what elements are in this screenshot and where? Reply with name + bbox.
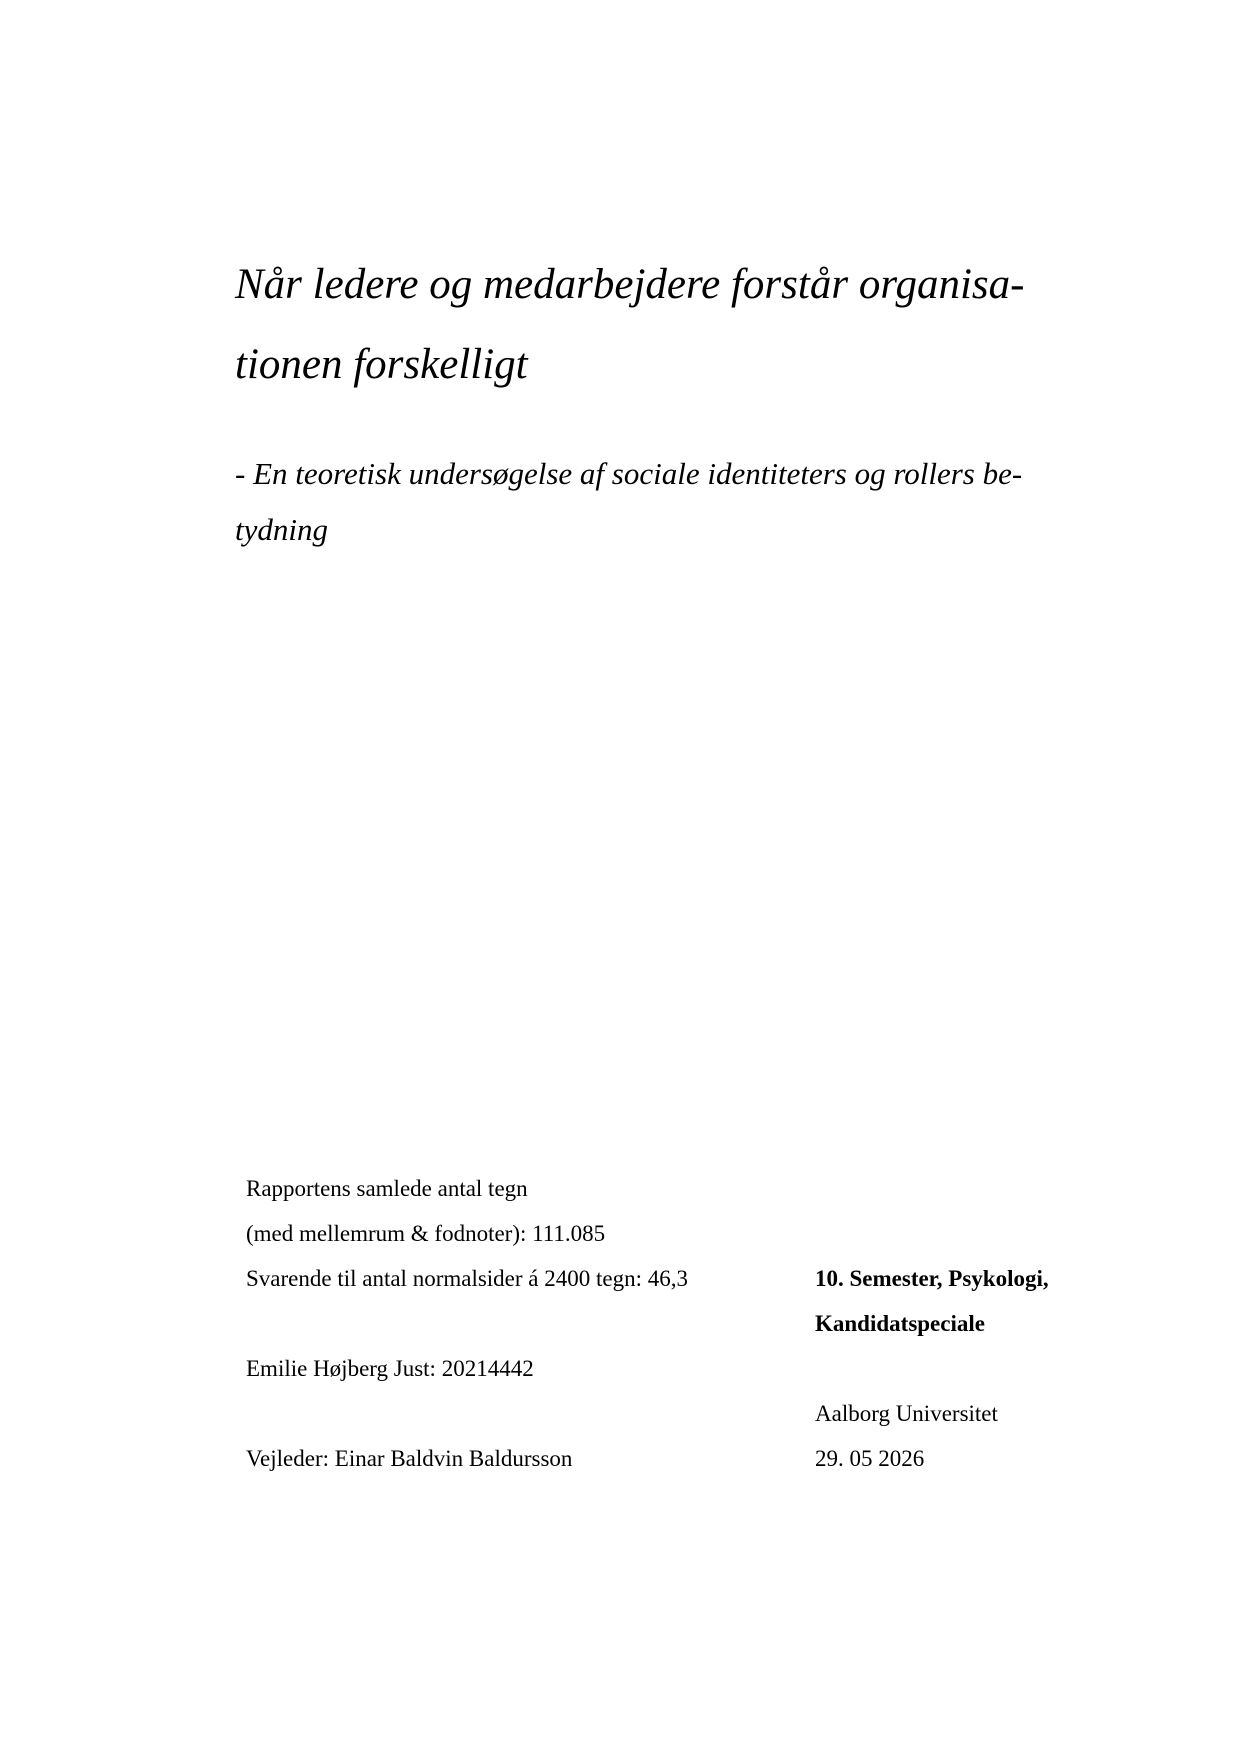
supervisor: Vejleder: Einar Baldvin Baldursson [246,1446,573,1471]
program-info [815,1256,1135,1481]
title-line-2: tionen forskelligt [235,341,528,388]
submission-date: 29. 05 2026 [815,1446,925,1471]
thesis-type: Kandidatspeciale [815,1311,985,1336]
char-count-detail: (med mellemrum & fodnoter): 111.085 [246,1221,606,1246]
spacer [246,1301,786,1346]
spacer [815,1346,1135,1391]
author: Emilie Højberg Just: 20214442 [246,1356,534,1381]
normal-pages: Svarende til antal normalsider á 2400 tegn: 46,3 [246,1266,688,1291]
subtitle-line-1: - En teoretisk undersøgelse af sociale identiteters og rollers be- [235,456,1023,491]
subtitle-line-2: tydning [235,512,328,547]
thesis-title [235,245,1095,405]
thesis-subtitle [235,446,1095,558]
char-count-label: Rapportens samlede antal tegn [246,1176,528,1201]
semester: 10. Semester, Psykologi, [815,1266,1049,1291]
report-info [246,1166,786,1481]
spacer [246,1391,786,1436]
title-line-1: Når ledere og medarbejdere forstår organisa- [235,261,1025,308]
university: Aalborg Universitet [815,1401,998,1426]
